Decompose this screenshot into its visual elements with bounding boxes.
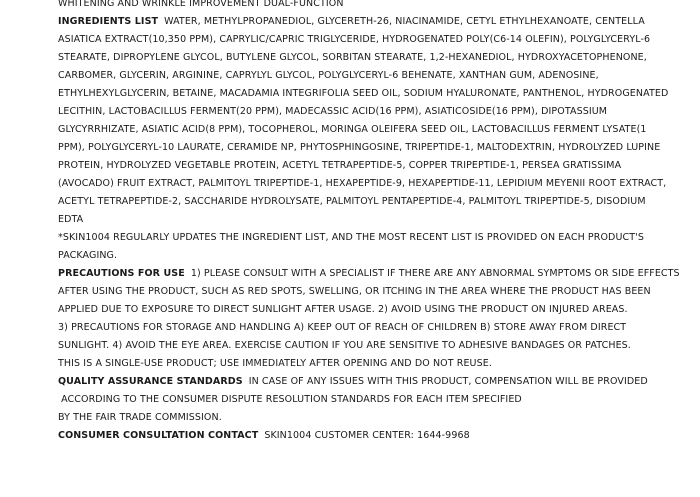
ingredients-line: ACETYL TETRAPEPTIDE-2, SACCHARIDE HYDROLYSATE, PALMITOYL PENTAPEPTIDE-4, PALMITOYL TRIPEPTIDE-5, DISODIUM bbox=[58, 196, 646, 207]
ingredients-line: EDTA bbox=[58, 214, 84, 225]
ingredients-line: (AVOCADO) FRUIT EXTRACT, PALMITOYL TRIPEPTIDE-1, HEXAPEPTIDE-9, HEXAPEPTIDE-11, LEPIDIUM MEYENII ROOT EXTRACT, bbox=[58, 178, 667, 189]
precautions-line: APPLIED DUE TO EXPOSURE TO DIRECT SUNLIGHT AFTER USAGE. 2) AVOID USING THE PRODUCT ON INJURED AREAS. bbox=[58, 304, 628, 315]
ingredients-line: ASIATICA EXTRACT(10,350 PPM), CAPRYLIC/CAPRIC TRIGLYCERIDE, HYDROGENATED POLY(C6-14 OLEFIN), POLYGLYCERYL-6 bbox=[58, 34, 651, 45]
contact-line bbox=[58, 427, 658, 445]
contact-label: CONSUMER CONSULTATION CONTACT bbox=[58, 430, 259, 441]
ingredients-line: LECITHIN, LACTOBACILLUS FERMENT(20 PPM), MADECASSIC ACID(16 PPM), ASIATICOSIDE(16 PPM), DIPOTASSIUM bbox=[58, 106, 608, 117]
precautions-line: AFTER USING THE PRODUCT, SUCH AS RED SPOTS, SWELLING, OR ITCHING IN THE AREA WHERE THE PRODUCT HAS BEEN bbox=[58, 286, 651, 297]
ingredients-line: PROTEIN, HYDROLYZED VEGETABLE PROTEIN, ACETYL TETRAPEPTIDE-5, COPPER TRIPEPTIDE-1, PERSEA GRATISSIMA bbox=[58, 160, 622, 171]
precautions-line: 3) PRECAUTIONS FOR STORAGE AND HANDLING A) KEEP OUT OF REACH OF CHILDREN B) STORE AWAY FROM DIRECT bbox=[58, 322, 627, 333]
ingredients-line: ETHYLHEXYLGLYCERIN, BETAINE, MACADAMIA INTEGRIFOLIA SEED OIL, SODIUM HYALURONATE, PANTHENOL, HYDROGENATED bbox=[58, 88, 669, 99]
ingredients-line: PPM), POLYGLYCERYL-10 LAURATE, CERAMIDE NP, PHYTOSPHINGOSINE, TRIPEPTIDE-1, MALTODEXTRIN, HYDROLYZED LUPINE bbox=[58, 142, 661, 153]
ingredients-line: INGREDIENTS LIST WATER, METHYLPROPANEDIOL, GLYCERETH-26, NIACINAMIDE, CETYL ETHYLHEXANOATE, CENTELLA bbox=[58, 16, 645, 27]
product-info-document bbox=[58, 0, 680, 445]
quality-line: ACCORDING TO THE CONSUMER DISPUTE RESOLUTION STANDARDS FOR EACH ITEM SPECIFIED bbox=[58, 394, 522, 405]
ingredients-line: GLYCYRRHIZATE, ASIATIC ACID(8 PPM), TOCOPHEROL, MORINGA OLEIFERA SEED OIL, LACTOBACILLUS FERMENT LYSATE(1 bbox=[58, 124, 647, 135]
contact-section bbox=[58, 427, 658, 445]
ingredients-note: PACKAGING. bbox=[58, 250, 118, 261]
precautions-label: PRECAUTIONS FOR USE bbox=[58, 268, 185, 279]
ingredients-line: CARBOMER, GLYCERIN, ARGININE, CAPRYLYL GLYCOL, POLYGLYCERYL-6 BEHENATE, XANTHAN GUM, ADENOSINE, bbox=[58, 70, 599, 81]
precautions-line: THIS IS A SINGLE-USE PRODUCT; USE IMMEDIATELY AFTER OPENING AND DO NOT REUSE. bbox=[58, 358, 492, 369]
precautions-line: SUNLIGHT. 4) AVOID THE EYE AREA. EXERCISE CAUTION IF YOU ARE SENSITIVE TO ADHESIVE BANDAGES OR PATCHES. bbox=[58, 340, 631, 351]
precautions-section bbox=[58, 265, 680, 373]
quality-line: BY THE FAIR TRADE COMMISSION. bbox=[58, 412, 222, 423]
ingredients-line: STEARATE, DIPROPYLENE GLYCOL, BUTYLENE GLYCOL, SORBITAN STEARATE, 1,2-HEXANEDIOL, HYDROXYACETOPHENONE, bbox=[58, 52, 647, 63]
quality-label: QUALITY ASSURANCE STANDARDS bbox=[58, 376, 243, 387]
header-line: WHITENING AND WRINKLE IMPROVEMENT DUAL-FUNCTION bbox=[58, 0, 344, 9]
quality-section bbox=[58, 373, 658, 427]
precautions-line: PRECAUTIONS FOR USE 1) PLEASE CONSULT WITH A SPECIALIST IF THERE ARE ANY ABNORMAL SYMPTOMS OR SIDE EFFECTS bbox=[58, 268, 680, 279]
ingredients-note: *SKIN1004 REGULARLY UPDATES THE INGREDIENT LIST, AND THE MOST RECENT LIST IS PROVIDED ON EACH PRODUCT'S bbox=[58, 232, 644, 243]
ingredients-section bbox=[58, 13, 669, 265]
contact-text: SKIN1004 CUSTOMER CENTER: 1644-9968 bbox=[264, 430, 470, 441]
ingredients-label: INGREDIENTS LIST bbox=[58, 16, 159, 27]
quality-line: QUALITY ASSURANCE STANDARDS IN CASE OF ANY ISSUES WITH THIS PRODUCT, COMPENSATION WILL BE PROVIDED bbox=[58, 376, 648, 387]
